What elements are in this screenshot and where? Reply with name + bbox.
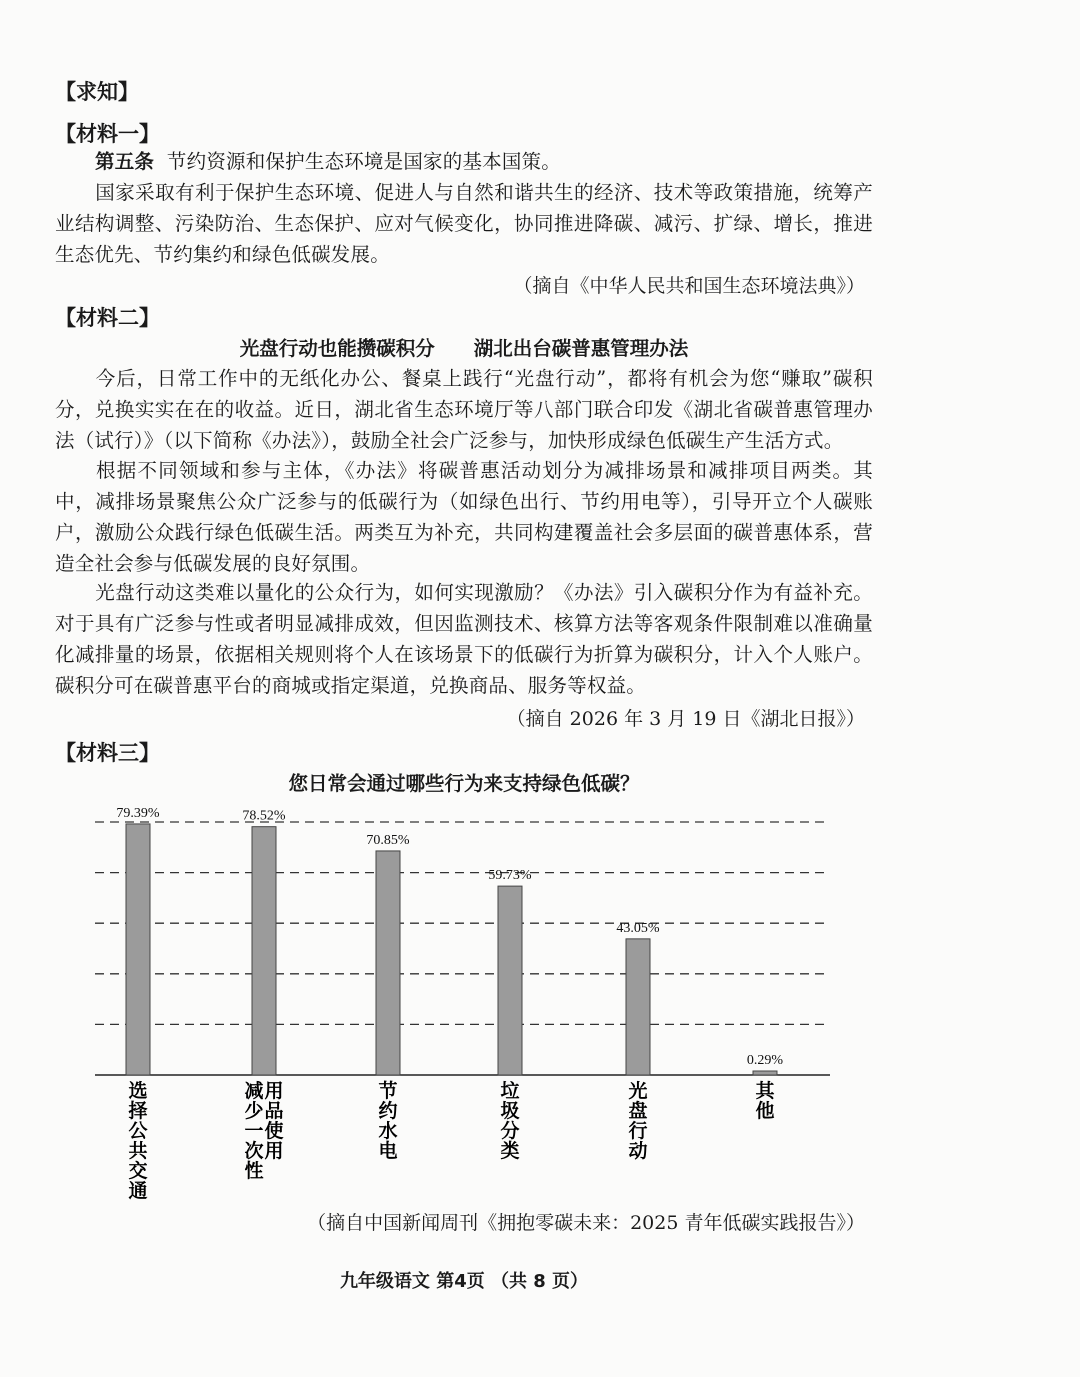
category-label-char: 其 (755, 1080, 775, 1102)
category-label-char: 选 (128, 1080, 148, 1102)
category-label-char: 用 (264, 1080, 284, 1102)
category-label-char: 减 (244, 1080, 264, 1102)
bar (126, 824, 150, 1075)
bar (753, 1071, 777, 1075)
material2-paragraph-1-text: 今后，日常工作中的无纸化办公、餐桌上践行“光盘行动”，都将有机会为您“赚取”碳积分，兑换实实在在的收益。近日，湖北省生态环境厅等八部门联合印发《湖北省碳普惠管理办法（试行）》（以下简称《办法》），鼓励全社会广泛参与，加快形成绿色低碳生产生活方式。 (55, 367, 873, 452)
category-label-char: 圾 (500, 1100, 520, 1122)
bar-value-label: 0.29% (746, 1053, 784, 1068)
category-label-char: 盘 (628, 1100, 648, 1122)
category-label-char: 类 (500, 1140, 520, 1162)
material2-paragraph-2 (55, 455, 873, 579)
bar-chart (0, 795, 1080, 1215)
material2-paragraph-1 (55, 363, 873, 456)
material2-title: 光盘行动也能攒碳积分 湖北出台碳普惠管理办法 (239, 337, 689, 360)
material1-paragraph (55, 177, 873, 270)
category-label-char: 共 (128, 1140, 148, 1162)
category-label-char: 垃 (500, 1080, 520, 1102)
bar (252, 827, 276, 1075)
category-label-char: 公 (128, 1120, 148, 1142)
category-label-char: 光 (628, 1080, 648, 1102)
category-label-char: 分 (500, 1120, 520, 1142)
bar-value-label: 79.39% (116, 805, 160, 821)
category-label-char: 少 (244, 1100, 264, 1122)
bar-value-label: 70.85% (366, 832, 410, 848)
material2-paragraph-3 (55, 577, 873, 701)
category-label-char: 通 (128, 1180, 148, 1202)
material2-heading: 【材料二】 (55, 306, 160, 330)
material1-paragraph-text: 国家采取有利于保护生态环境、促进人与自然和谐共生的经济、技术等政策措施，统筹产业结构调整、污染防治、生态保护、应对气候变化，协同推进降碳、减污、扩绿、增长，推进生态优先、节约集约和绿色低碳发展。 (55, 181, 873, 266)
category-label-char: 用 (264, 1140, 284, 1162)
bar-value-label: 78.52% (242, 808, 286, 824)
category-label-char: 品 (264, 1100, 284, 1122)
article-text: 节约资源和保护生态环境是国家的基本国策。 (166, 150, 561, 173)
bar (498, 886, 522, 1075)
material2-paragraph-3-text: 光盘行动这类难以量化的公众行为，如何实现激励？《办法》引入碳积分作为有益补充。对于具有广泛参与性或者明显减排成效，但因监测技术、核算方法等客观条件限制难以准确量化减排量的场景，依据相关规则将个人在该场景下的低碳行为折算为碳积分，计入个人账户。碳积分可在碳普惠平台的商城或指定渠道，兑换商品、服务等权益。 (55, 581, 873, 697)
bar (626, 939, 650, 1075)
category-label-char: 水 (378, 1120, 398, 1142)
bar (376, 851, 400, 1075)
material3-source: （摘自中国新闻周刊《拥抱零碳未来：2025 青年低碳实践报告》） (307, 1212, 865, 1234)
bar-value-label: 59.73% (488, 868, 532, 884)
section-qiuzhi-heading: 【求知】 (55, 80, 139, 104)
category-label-char: 次 (244, 1140, 264, 1162)
page-footer: 九年级语文 第4页 （共 8 页） (339, 1271, 589, 1292)
category-label-char: 电 (378, 1140, 398, 1162)
material3-heading: 【材料三】 (55, 741, 160, 765)
material1-heading: 【材料一】 (55, 122, 160, 146)
category-label-char: 约 (378, 1100, 398, 1122)
article-label: 第五条 (95, 150, 155, 173)
category-label-char: 使 (264, 1120, 284, 1142)
category-label-char: 他 (755, 1100, 775, 1122)
category-label-char: 交 (128, 1160, 148, 1182)
chart-title: 您日常会通过哪些行为来支持绿色低碳？ (288, 772, 640, 795)
material1-article (55, 146, 873, 177)
category-label-char: 一 (244, 1120, 264, 1142)
material2-paragraph-2-text: 根据不同领域和参与主体，《办法》将碳普惠活动划分为减排场景和减排项目两类。其中，减排场景聚焦公众广泛参与的低碳行为（如绿色出行、节约用电等），引导开立个人碳账户，激励公众践行绿色低碳生活。两类互为补充，共同构建覆盖社会多层面的碳普惠体系，营造全社会参与低碳发展的良好氛围。 (55, 459, 873, 575)
category-label-char: 行 (628, 1120, 648, 1142)
category-label-char: 动 (628, 1140, 648, 1162)
category-label-char: 节 (378, 1080, 398, 1102)
bar-value-label: 43.05% (616, 920, 660, 936)
material2-source: （摘自 2026 年 3 月 19 日《湖北日报》） (506, 708, 865, 730)
material1-source: （摘自《中华人民共和国生态环境法典》） (513, 275, 865, 297)
category-label-char: 性 (244, 1160, 264, 1182)
category-label-char: 择 (128, 1100, 148, 1122)
